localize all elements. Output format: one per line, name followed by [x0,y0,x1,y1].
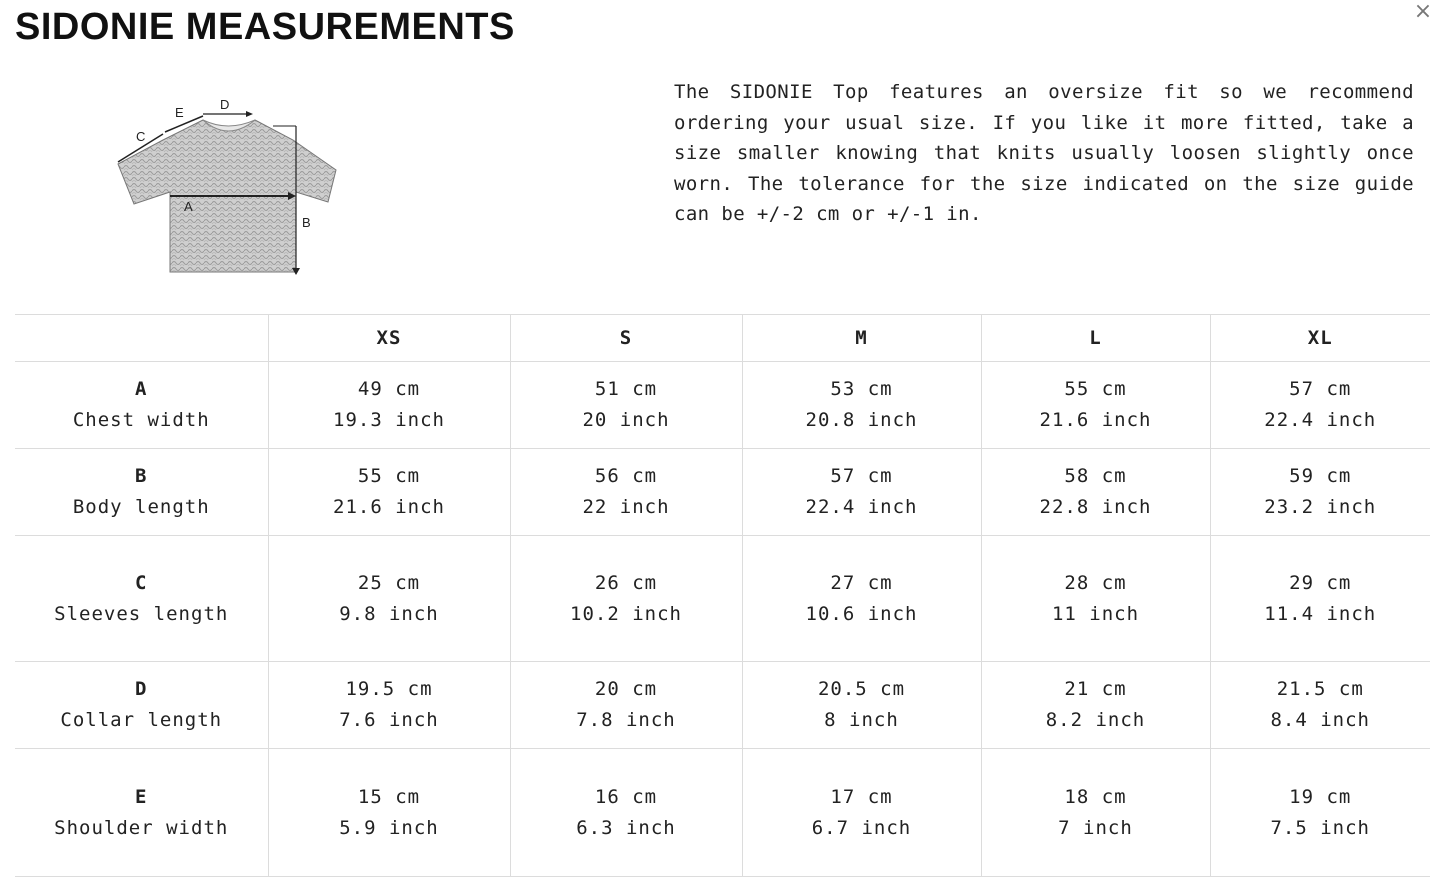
inch-value: 9.8 inch [339,602,439,625]
diagram-label-b: B [302,215,311,230]
table-cell [1210,536,1430,662]
fit-description: The SIDONIE Top features an oversize fit so we recommend ordering your usual size. If you like it more fitted, take a size smaller knowing that knits usually loosen slightly once worn. The tolerance for the size indicated on the size guide can be +/-2 cm or +/-1 in. [674,81,1414,226]
cm-value: 25 cm [357,571,421,594]
table-cell [510,536,742,662]
inch-value: 21.6 inch [1039,409,1152,431]
measurement-label [15,749,268,877]
cm-value: 20.5 cm [817,678,906,700]
inch-value: 8.4 inch [1270,709,1370,731]
measurement-code: D [135,678,148,700]
cm-value: 17 cm [830,785,893,808]
cm-value: 58 cm [1064,465,1127,487]
cm-value: 21 cm [1064,678,1127,700]
table-row [15,536,1430,662]
table-row [15,662,1430,749]
measurement-name: Body length [72,496,210,518]
header-empty [15,315,268,362]
cm-value: 21.5 cm [1276,678,1364,700]
table-cell [981,536,1210,662]
size-table [15,314,1430,877]
measurement-code: A [135,378,148,400]
table-cell [268,449,510,536]
measurement-name: Sleeves length [54,602,229,625]
measurement-label [15,536,268,662]
cm-value: 51 cm [594,378,658,400]
measurement-label [15,449,268,536]
measurement-name: Chest width [72,409,210,431]
inch-value: 6.7 inch [811,816,912,839]
inch-value: 10.2 inch [570,602,682,625]
cm-value: 18 cm [1064,785,1127,808]
table-cell [981,749,1210,877]
measurement-code: E [135,785,148,808]
measurement-code: B [135,465,148,487]
cm-value: 55 cm [357,465,421,487]
header-size-s: S [510,315,742,362]
cm-value: 15 cm [357,785,421,808]
measurement-name: Collar length [60,709,223,731]
inch-value: 23.2 inch [1264,496,1377,518]
table-row [15,749,1430,877]
diagram-label-d: D [220,97,230,112]
cm-value: 27 cm [830,571,893,594]
inch-value: 22 inch [582,496,670,518]
cm-value: 20 cm [594,678,658,700]
inch-value: 22.4 inch [805,496,918,518]
cm-value: 19 cm [1289,785,1352,808]
measurement-diagram [108,92,348,287]
measurement-code: C [135,571,148,594]
diagram-label-e: E [175,105,184,120]
header-size-m: M [742,315,981,362]
cm-value: 57 cm [1289,378,1352,400]
table-cell [268,662,510,749]
close-icon[interactable]: × [1413,0,1433,24]
table-cell [1210,749,1430,877]
table-cell [742,662,981,749]
diagram-label-a: A [184,199,193,214]
cm-value: 16 cm [594,785,658,808]
inch-value: 11 inch [1051,602,1140,625]
inch-value: 20 inch [582,409,670,431]
inch-value: 7.5 inch [1270,816,1370,839]
inch-value: 10.6 inch [805,602,918,625]
measurement-label [15,662,268,749]
table-cell [742,749,981,877]
table-cell [981,362,1210,449]
table-row [15,362,1430,449]
table-cell [742,362,981,449]
cm-value: 53 cm [830,378,893,400]
header-size-xs: XS [268,315,510,362]
page-title: SIDONIE MEASUREMENTS [15,6,515,48]
inch-value: 21.6 inch [333,496,445,518]
tshirt-diagram-icon [108,92,348,287]
table-cell [510,362,742,449]
table-cell [510,749,742,877]
table-cell [268,362,510,449]
cm-value: 55 cm [1064,378,1127,400]
table-cell [1210,662,1430,749]
table-cell [981,662,1210,749]
inch-value: 22.4 inch [1264,409,1377,431]
cm-value: 28 cm [1064,571,1127,594]
table-row [15,449,1430,536]
cm-value: 49 cm [357,378,421,400]
table-cell [510,449,742,536]
inch-value: 5.9 inch [339,816,439,839]
inch-value: 20.8 inch [805,409,918,431]
cm-value: 56 cm [594,465,658,487]
inch-value: 22.8 inch [1039,496,1152,518]
inch-value: 8 inch [824,709,899,731]
inch-value: 7.8 inch [576,709,676,731]
inch-value: 11.4 inch [1264,602,1377,625]
table-cell [1210,362,1430,449]
cm-value: 26 cm [594,571,658,594]
table-cell [981,449,1210,536]
table-cell [268,536,510,662]
inch-value: 19.3 inch [333,409,445,431]
cm-value: 59 cm [1289,465,1352,487]
measurement-label [15,362,268,449]
size-header-row [15,315,1430,362]
table-cell [510,662,742,749]
inch-value: 7 inch [1058,816,1133,839]
cm-value: 57 cm [830,465,893,487]
table-cell [742,536,981,662]
header-size-l: L [981,315,1210,362]
table-cell [268,749,510,877]
diagram-label-c: C [136,129,146,144]
cm-value: 19.5 cm [345,678,433,700]
table-cell [742,449,981,536]
inch-value: 8.2 inch [1045,709,1146,731]
inch-value: 7.6 inch [339,709,439,731]
inch-value: 6.3 inch [576,816,676,839]
cm-value: 29 cm [1289,571,1352,594]
header-size-xl: XL [1210,315,1430,362]
table-cell [1210,449,1430,536]
measurement-name: Shoulder width [54,816,229,839]
